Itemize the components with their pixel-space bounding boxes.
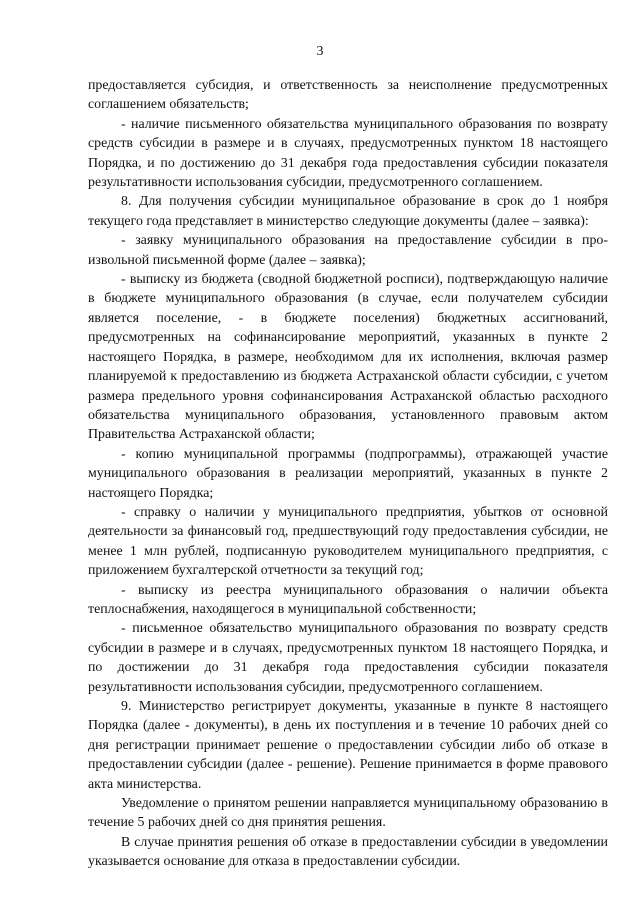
- paragraph: 9. Министерство регистрирует документы, указанные в пункте 8 настоящего Порядка (далее - документы), в день их поступления и в течение 10 рабочих дней со дня регистрации принимает решение о предоставлении субсидии либо об отказе в предоставлении субсидии (далее - решение). Решение принимается в форме правового акта министерства.: [88, 699, 608, 792]
- paragraph: Уведомление о принятом решении направляется муниципальному образованию в течение 5 рабочих дней со дня принятия решения.: [88, 796, 608, 831]
- paragraph: - письменное обязательство муниципального образования по возврату средств субсидии в размере и в случаях, предусмотренных пунктом 18 настоящего Порядка, и по достижении до 31 декабря года предоставления субсидии показателя результативности использования субсидии, предусмотренного соглашением.: [88, 621, 608, 695]
- page-number: 3: [316, 44, 324, 59]
- paragraph: - выписку из бюджета (сводной бюджетной росписи), подтверждающую наличие в бюджете муниципального образования (в случае, если получателем субсидии является поселение, - в бюджете поселения) бюджетных ассигнований, предусмотренных на софинансирование мероприятий, указанных в пункте 2 настоящего Порядка, в размере, необходимом для их исполнения, включая размер планируемой к предоставлению из бюджета Астраханской области субсидии, с учетом размера предельного уровня софинансирования Астраханской областью расходного обязательства муниципального образования, установленного правовым актом Правительства Астраханской области;: [88, 272, 608, 443]
- paragraph: - копию муниципальной программы (подпрограммы), отражающей участие муниципального образования в реализации мероприятий, указанных в пункте 2 настоящего Порядка;: [88, 446, 608, 501]
- paragraph: предоставляется субсидия, и ответственность за неисполнение предусмотренных соглашением обязательств;: [88, 78, 608, 113]
- paragraph: - наличие письменного обязательства муниципального образования по возврату средств субсидии в размере и в случаях, предусмотренных пунктом 18 настоящего Порядка, и по достижению до 31 декабря года предоставления субсидии показателя результативности использования субсидии, предусмотренного соглашением.: [88, 116, 608, 191]
- paragraph: 8. Для получения субсидии муниципальное образование в срок до 1 ноября текущего года представляет в министерство следующие документы (далее – заявка):: [88, 194, 608, 229]
- document-body: [88, 76, 608, 872]
- paragraph: - заявку муниципального образования на предоставление субсидии в произвольной письменной форме (далее – заявка);: [88, 233, 608, 268]
- paragraph: - выписку из реестра муниципального образования о наличии объекта теплоснабжения, находящегося в муниципальной собственности;: [88, 582, 608, 617]
- paragraph: - справку о наличии у муниципального предприятия, убытков от основной деятельности за финансовый год, предшествующий году предоставления субсидии, не менее 1 млн рублей, подписанную руководителем муниципального предприятия, с приложением бухгалтерской отчетности за текущий год;: [88, 504, 608, 579]
- paragraph: В случае принятия решения об отказе в предоставлении субсидии в уведомлении указывается основание для отказа в предоставлении субсидии.: [88, 834, 608, 870]
